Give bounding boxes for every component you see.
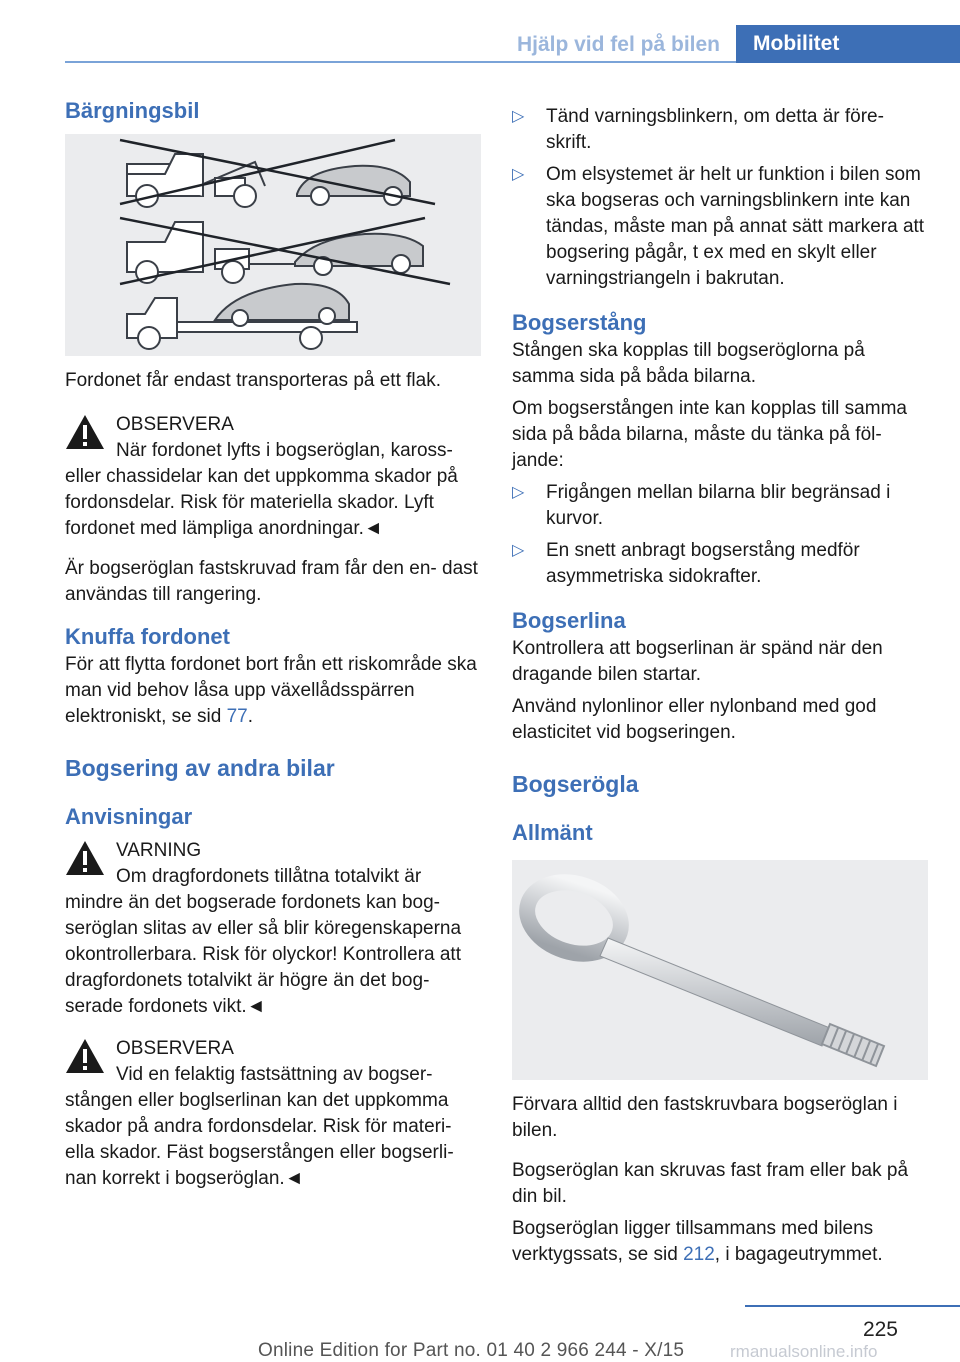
warning-varning (65, 838, 481, 1020)
warning-triangle-icon (65, 840, 105, 876)
tow-truck-figure (65, 134, 481, 356)
para-forvara: Förvara alltid den fastskruvbara bogseröglan i bilen. (512, 1094, 898, 1141)
list-item: ▷ En snett anbragt bogserstång medför asymmetriska sidokrafter. (512, 540, 860, 587)
tow-truck-illustration (65, 134, 481, 356)
para-stang-1: Stången ska kopplas till bogseröglorna på samma sida på båda bilarna. (512, 340, 865, 387)
warning-observera-1 (65, 412, 481, 542)
warning-triangle-icon (65, 414, 105, 450)
warning-title: OBSERVERA (116, 414, 234, 435)
bullet-triangle-icon: ▷ (512, 108, 525, 125)
warning-text: Om dragfordonets tillåtna totalvikt är mindre än det bogserade fordonets kan bog- seröglan slitas av eller så blir köregenskaperna okontrollerbara. Risk för olyckor! Kontrollera att dragfordonets totalvikt är högre än det bog- serade fordonets vikt.◄ (65, 866, 462, 1017)
bullet-list-varningsblinker (512, 104, 928, 292)
para-lina-2: Använd nylonlinor eller nylonband med god elasticitet vid bogseringen. (512, 696, 877, 743)
warning-observera-2 (65, 1036, 481, 1192)
bullet-triangle-icon: ▷ (512, 166, 525, 183)
heading-bargningsbil: Bärgningsbil (65, 98, 200, 123)
warning-triangle-icon (65, 1038, 105, 1074)
list-item: ▷ Tänd varningsblinkern, om detta är före- skrift. (512, 106, 884, 153)
page-link-77[interactable]: 77 (226, 706, 248, 727)
para-ligger: Bogseröglan ligger tillsammans med bilens verktygssats, se sid 212, i bagageutrymmet. (512, 1218, 883, 1265)
heading-bogserogla: Bogserögla (512, 771, 639, 797)
bullet-triangle-icon: ▷ (512, 484, 525, 501)
para-knuffa: För att flytta fordonet bort från ett riskområde ska man vid behov låsa upp växellådsspärren elektroniskt, se sid 77. (65, 654, 477, 727)
para-stang-2: Om bogserstången inte kan kopplas till samma sida på båda bilarna, måste du tänka på föl- jande: (512, 398, 907, 471)
footer-rule (745, 1305, 960, 1307)
heading-bogserstang: Bogserstång (512, 310, 647, 335)
bullet-triangle-icon: ▷ (512, 542, 525, 559)
watermark: rmanualsonline.info (730, 1342, 878, 1361)
list-item: ▷ Frigången mellan bilarna blir begränsad i kurvor. (512, 482, 891, 529)
header-section-title: Hjälp vid fel på bilen (516, 33, 720, 56)
para-skruvas: Bogseröglan kan skruvas fast fram eller bak på din bil. (512, 1160, 909, 1207)
para-flak: Fordonet får endast transporteras på ett flak. (65, 370, 441, 391)
heading-allmant: Allmänt (512, 820, 593, 845)
warning-title: OBSERVERA (116, 1038, 234, 1059)
heading-knuffa-fordonet: Knuffa fordonet (65, 624, 230, 649)
page-number: 225 (862, 1318, 898, 1341)
para-lina-1: Kontrollera att bogserlinan är spänd när den dragande bilen startar. (512, 638, 883, 685)
heading-bogsering-av-andra-bilar: Bogsering av andra bilar (65, 755, 335, 781)
tow-eye-illustration (512, 860, 928, 1080)
list-item: ▷ Om elsystemet är helt ur funktion i bilen som ska bogseras och varningsblinkern inte kan tändas, måste man på annat sätt markera att bogsering pågår, t ex med en skylt eller varningstriangeln i bakrutan. (512, 164, 925, 289)
para-rangering: Är bogseröglan fastskruvad fram får den en- dast användas till rangering. (65, 558, 478, 605)
page-link-212[interactable]: 212 (683, 1244, 715, 1265)
warning-text: När fordonet lyfts i bogseröglan, kaross- eller chassidelar kan det uppkomma skador på fordonsdelar. Risk för materiella skador. Lyft fordonet med lämpliga anordningar.◄ (65, 440, 458, 539)
tow-eye-figure (512, 860, 928, 1080)
warning-title: VARNING (116, 840, 202, 861)
heading-anvisningar: Anvisningar (65, 804, 193, 829)
header-tab-mobilitet: Mobilitet (736, 25, 960, 63)
warning-text: Vid en felaktig fastsättning av bogser- stången eller boglserlinan kan det uppkomma skador på andra fordonsdelar. Risk för materi- ella skador. Fäst bogserstången eller bogserli- nan korrekt i bogseröglan.◄ (65, 1064, 454, 1189)
heading-bogserlina: Bogserlina (512, 608, 626, 633)
right-column (512, 104, 928, 1268)
left-column (65, 96, 481, 1192)
footer-edition: Online Edition for Part no. 01 40 2 966 244 - X/15 (258, 1340, 685, 1361)
bullet-list-bogserstang (512, 480, 928, 590)
